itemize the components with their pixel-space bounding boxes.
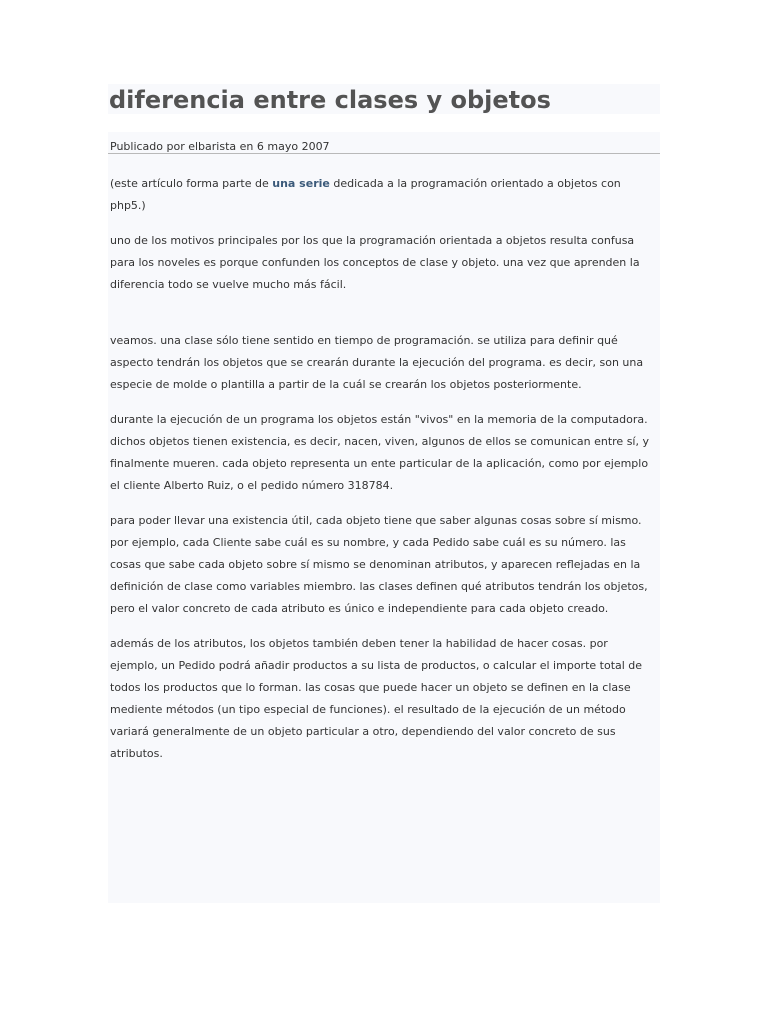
paragraph-line: pero el valor concreto de cada atributo es único e independiente para cada objeto creado. [110,602,609,615]
article-body [110,173,662,778]
intro-paragraph [110,173,662,217]
intro-line: php5.) [110,199,146,212]
paragraph [110,510,662,620]
paragraph-line: el cliente Alberto Ruiz, o el pedido número 318784. [110,479,394,492]
intro-text-after-link: dedicada a la programación orientado a objetos con [329,177,621,190]
paragraph-line: además de los atributos, los objetos también deben tener la habilidad de hacer cosas. por [110,637,608,650]
paragraph-line: mediente métodos (un tipo especial de funciones). el resultado de la ejecución de un método [110,703,626,716]
intro-text-before-link: (este artículo forma parte de [110,177,273,190]
paragraph-line: para poder llevar una existencia útil, cada objeto tiene que saber algunas cosas sobre sí mismo. [110,514,642,527]
paragraph-line: definición de clase como variables miembro. las clases definen qué atributos tendrán los objetos, [110,580,648,593]
paragraph-line: ejemplo, un Pedido podrá añadir productos a su lista de productos, o calcular el importe total de [110,659,643,672]
paragraph [110,633,662,765]
byline: Publicado por elbarista en 6 mayo 2007 [110,140,330,153]
paragraph-line: durante la ejecución de un programa los objetos están "vivos" en la memoria de la computadora. [110,413,648,426]
paragraph-line: veamos. una clase sólo tiene sentido en tiempo de programación. se utiliza para definir qué [110,334,618,347]
paragraph-line: para los noveles es porque confunden los conceptos de clase y objeto. una vez que aprenden la [110,256,640,269]
paragraph [110,409,662,497]
article-title: diferencia entre clases y objetos [109,86,551,114]
paragraph-line: especie de molde o plantilla a partir de la cuál se crearán los objetos posteriormente. [110,378,582,391]
intro-line [110,173,662,195]
byline-divider [108,153,660,154]
paragraph-line: finalmente mueren. cada objeto representa un ente particular de la aplicación, como por ejemplo [110,457,649,470]
paragraph-line: diferencia todo se vuelve mucho más fácil. [110,278,347,291]
paragraph [110,230,662,296]
paragraph-line: cosas que sabe cada objeto sobre sí mismo se denominan atributos, y aparecen reflejadas en la [110,558,641,571]
paragraph-line: aspecto tendrán los objetos que se crearán durante la ejecución del programa. es decir, son una [110,356,644,369]
paragraph-line: atributos. [110,747,163,760]
series-link[interactable]: una serie [272,177,330,190]
paragraph-line: dichos objetos tienen existencia, es decir, nacen, viven, algunos de ellos se comunican entre sí, y [110,435,649,448]
paragraph-line: por ejemplo, cada Cliente sabe cuál es su nombre, y cada Pedido sabe cuál es su número. las [110,536,626,549]
paragraph [110,330,662,396]
paragraph-line: todos los productos que lo forman. las cosas que puede hacer un objeto se definen en la clase [110,681,631,694]
paragraph-line: uno de los motivos principales por los que la programación orientada a objetos resulta confusa [110,234,635,247]
paragraph-line: variará generalmente de un objeto particular a otro, dependiendo del valor concreto de sus [110,725,616,738]
